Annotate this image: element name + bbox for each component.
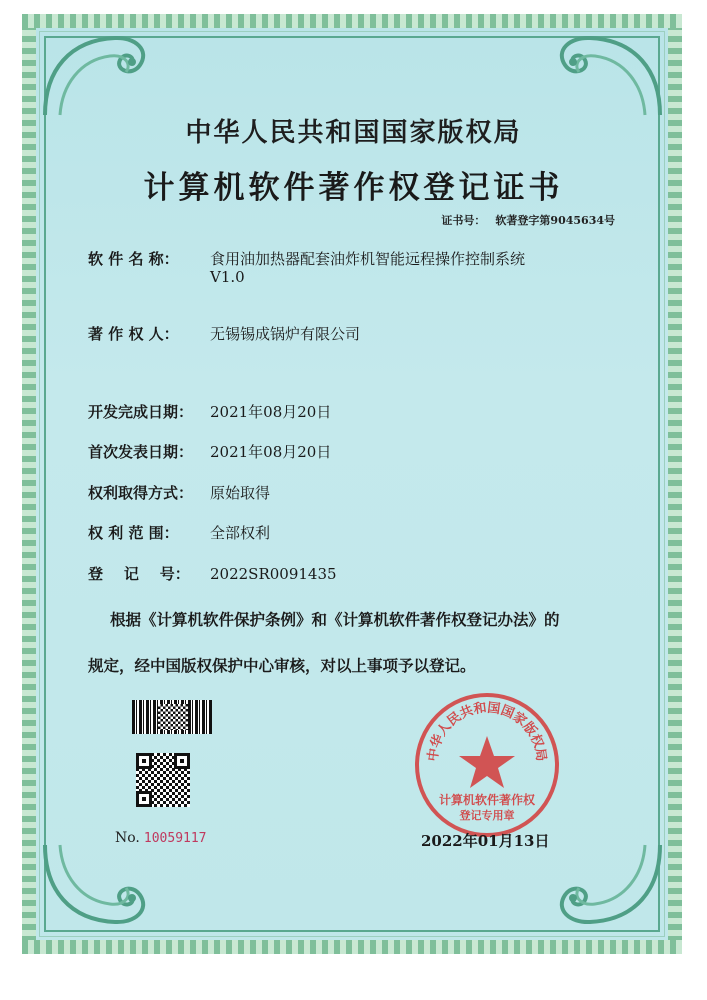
certificate-number-value: 软著登字第9045634号 (495, 214, 615, 227)
certificate-title: 计算机软件著作权登记证书 (143, 170, 564, 206)
corner-ornament-icon (545, 30, 665, 120)
certificate-number (441, 212, 615, 228)
seal-ring-text: 中华人民共和国国家版权局 (425, 700, 549, 763)
official-seal-icon (412, 690, 562, 840)
statement-line-2: 规定，经中国版权保护中心审核，对以上事项予以登记。 (88, 656, 476, 675)
seal-inner-text-2: 登记专用章 (459, 809, 515, 822)
serial-number (115, 830, 207, 846)
field-development-date (88, 401, 331, 422)
field-value: 2021年08月20日 (210, 403, 332, 421)
field-label: 登 记 号： (88, 565, 190, 583)
field-acquisition-method (88, 482, 270, 503)
corner-ornament-icon (40, 840, 160, 930)
corner-ornament-icon (40, 30, 160, 120)
issuing-authority: 中华人民共和国国家版权局 (185, 118, 522, 148)
field-label: 权利取得方式： (88, 484, 194, 502)
field-value: 食用油加热器配套油炸机智能远程操作控制系统 (210, 250, 526, 268)
field-software-name (88, 248, 526, 286)
field-label: 著 作 权 人： (88, 325, 179, 343)
field-value-line2: V1.0 (210, 268, 245, 286)
field-label: 首次发表日期： (88, 443, 194, 461)
field-value: 无锡锡成锅炉有限公司 (210, 325, 361, 343)
field-label: 权 利 范 围： (88, 524, 179, 542)
issue-date: 2022年01月13日 (421, 832, 550, 850)
field-label: 软 件 名 称： (88, 250, 179, 268)
field-label: 开发完成日期： (88, 403, 194, 421)
field-value: 2022SR0091435 (210, 565, 337, 583)
serial-value: 10059117 (143, 831, 207, 846)
corner-ornament-icon (545, 840, 665, 930)
field-rights-scope (88, 522, 270, 543)
certificate-number-label: 证书号： (441, 214, 486, 227)
serial-prefix: No. (115, 830, 140, 846)
registration-statement (88, 597, 628, 689)
field-value: 2021年08月20日 (210, 443, 332, 461)
barcode-icon (132, 700, 212, 734)
qr-code-icon (136, 753, 190, 807)
statement-line-1: 根据《计算机软件保护条例》和《计算机软件著作权登记办法》的 (110, 610, 560, 629)
seal-inner-text-1: 计算机软件著作权 (438, 793, 536, 807)
field-registration-number (88, 563, 337, 584)
field-publication-date (88, 441, 331, 462)
field-copyright-owner (88, 323, 360, 344)
field-value: 全部权利 (210, 524, 271, 542)
field-value: 原始取得 (210, 484, 271, 502)
